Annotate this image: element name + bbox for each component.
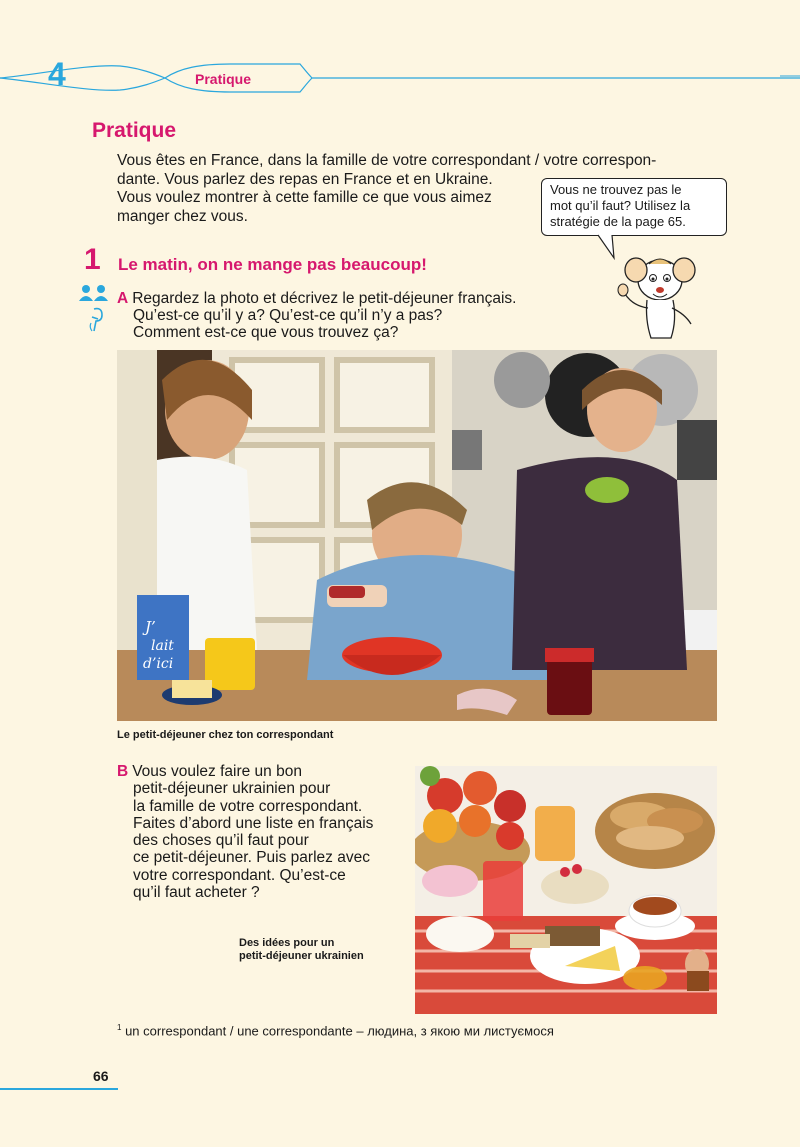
exercise-title: Le matin, on ne mange pas beaucoup! (118, 255, 427, 274)
milk-carton-label: J’ (145, 618, 156, 636)
section-tab-label: Pratique (195, 71, 252, 87)
ukrainian-breakfast-photo (415, 766, 717, 1014)
tip-line: mot qu’il faut? Utilisez la (550, 198, 691, 213)
task-line: la famille de votre correspondant. (133, 797, 363, 815)
french-breakfast-photo (117, 350, 717, 721)
speaking-icon (88, 307, 106, 335)
task-a (117, 290, 587, 341)
footnote (117, 1023, 554, 1038)
page-title: Pratique (92, 119, 177, 142)
photo2-caption (239, 937, 399, 963)
intro-line: Vous êtes en France, dans la famille de votre correspondant / votre correspon- (117, 152, 657, 169)
task-line: des choses qu’il faut pour (133, 832, 309, 850)
page-number: 66 (93, 1068, 109, 1084)
intro-line: Vous voulez montrer à cette famille ce que vous aimez (117, 189, 492, 206)
task-line: ce petit-déjeuner. Puis parlez avec (133, 849, 370, 867)
chapter-number: 4 (48, 56, 66, 92)
intro-line: manger chez vous. (117, 207, 248, 225)
tip-line: Vous ne trouvez pas le (550, 182, 682, 197)
mascot-mouse-illustration (605, 250, 715, 342)
page-number-rule (0, 1088, 118, 1090)
task-line: votre correspondant. Qu’est-ce (133, 866, 346, 884)
task-line: Regardez la photo et décrivez le petit-déjeuner français. (132, 290, 517, 307)
intro-line: dante. Vous parlez des repas en France et en Ukraine. (117, 170, 493, 188)
footnote-text: un correspondant / une correspondante – людина, з якою ми листуємося (125, 1023, 554, 1039)
caption-line: Des idées pour un (239, 937, 335, 949)
exercise-number: 1 (84, 243, 101, 276)
task-b (117, 763, 402, 901)
task-line: Vous voulez faire un bon (132, 763, 302, 780)
milk-carton-label: d’ici (143, 656, 174, 672)
chapter-header-ornament (0, 54, 800, 100)
task-line: Faites d’abord une liste en français (133, 814, 374, 832)
task-line: qu’il faut acheter ? (133, 884, 260, 902)
tip-line: stratégie de la page 65. (550, 214, 686, 229)
task-letter: B (117, 763, 129, 780)
caption-line: petit-déjeuner ukrainien (239, 950, 364, 962)
task-letter: A (117, 290, 129, 307)
tip-speech-bubble (541, 178, 727, 236)
task-line: Qu’est-ce qu’il y a? Qu’est-ce qu’il n’y a pas? (133, 307, 443, 324)
footnote-marker: 1 (117, 1023, 122, 1032)
milk-carton-label: lait (151, 638, 174, 654)
task-line: Comment est-ce que vous trouvez ça? (133, 324, 399, 341)
photo1-caption: Le petit-déjeuner chez ton correspondant (117, 729, 334, 741)
pair-work-icon (78, 284, 110, 302)
task-line: petit-déjeuner ukrainien pour (133, 780, 331, 798)
